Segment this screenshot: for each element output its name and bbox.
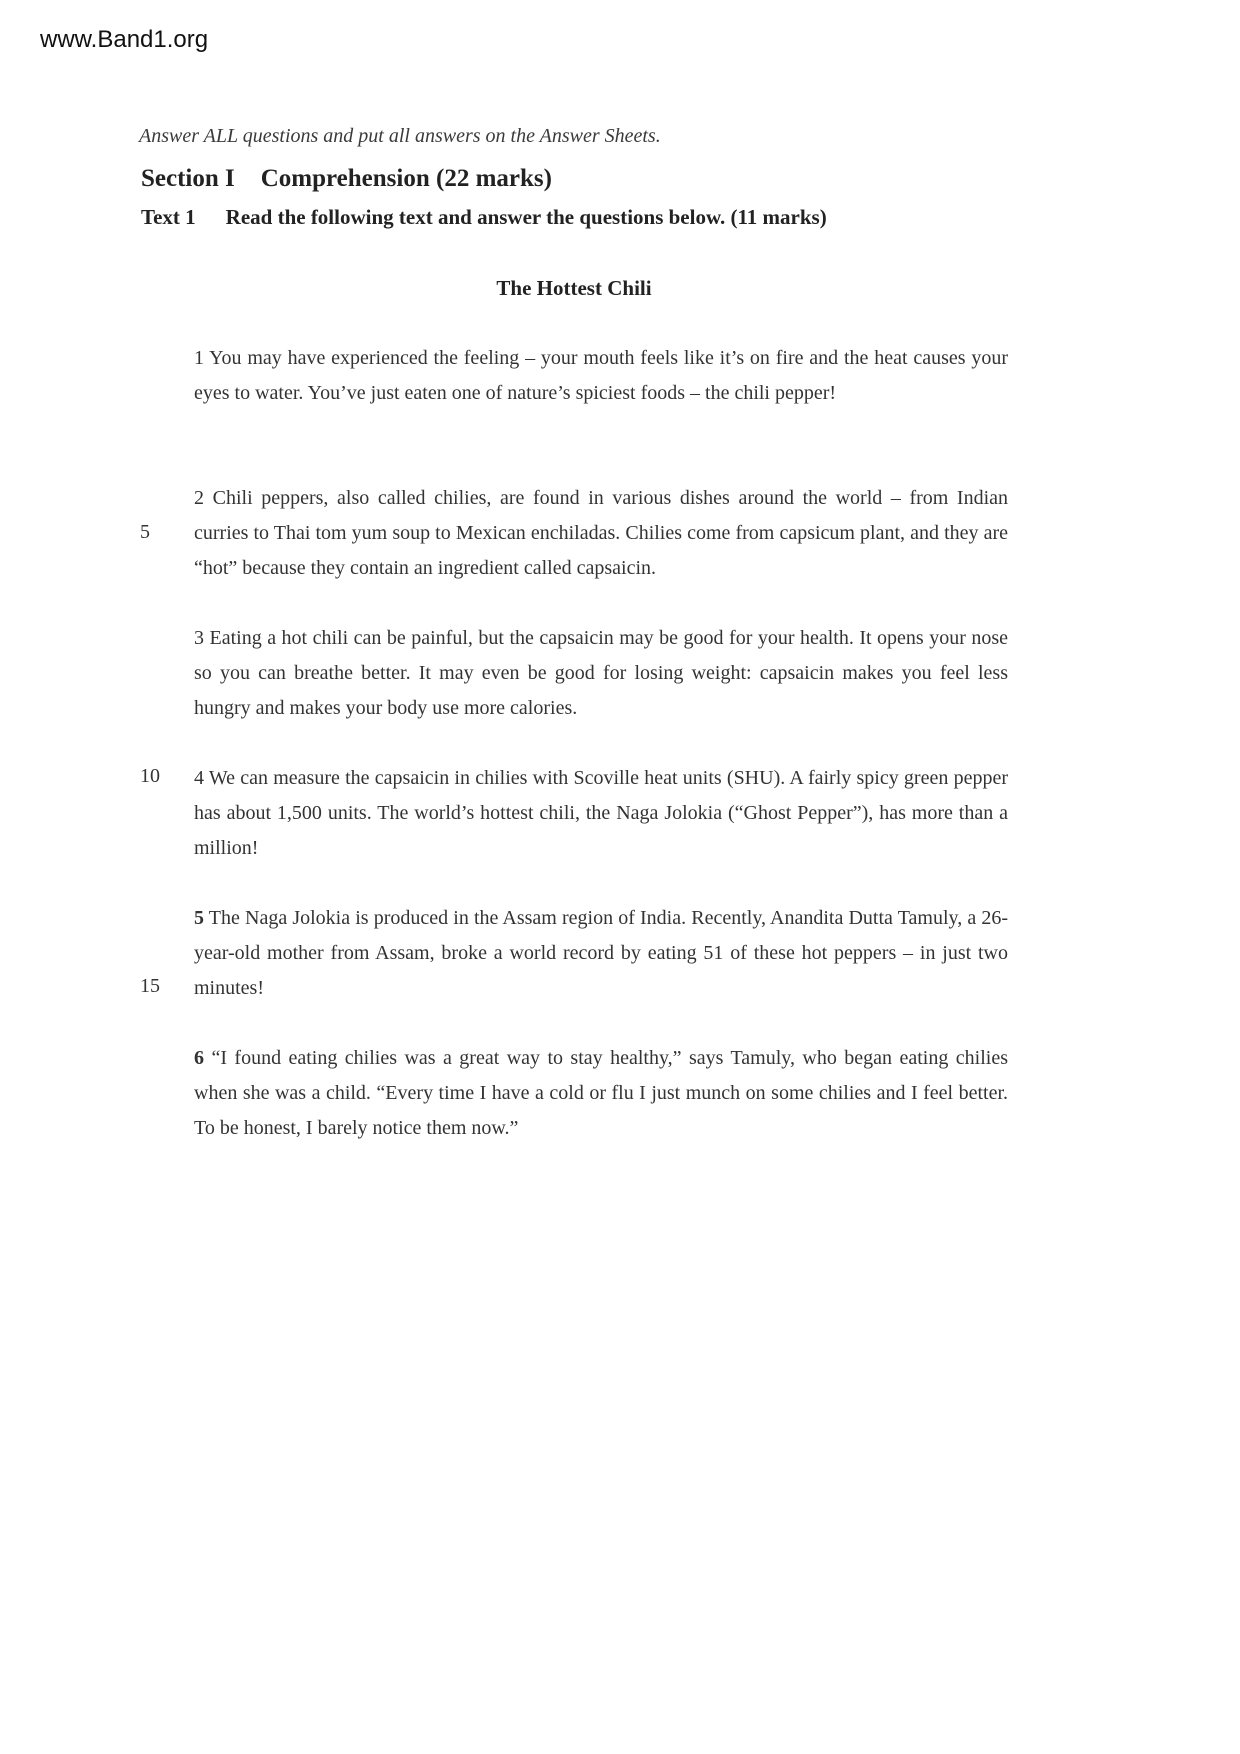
paragraph-number: 3 <box>194 627 204 649</box>
paragraph-text: You may have experienced the feeling – your mouth feels like it’s on fire and the heat causes your eyes to water. You’ve just eaten one of nature’s spiciest foods – the chili pepper! <box>194 347 1008 404</box>
line-number: 5 <box>140 521 150 543</box>
section-label: Section I <box>141 165 235 192</box>
paragraph-2 <box>194 481 1008 586</box>
site-url: www.Band1.org <box>40 26 209 53</box>
text-heading <box>141 205 827 230</box>
section-title: Comprehension (22 marks) <box>260 165 552 192</box>
text-label: Text 1 <box>141 205 196 229</box>
section-heading <box>141 165 552 193</box>
paragraph-number: 4 <box>194 767 204 789</box>
article-title: The Hottest Chili <box>496 276 652 300</box>
paragraph-number: 2 <box>194 487 204 509</box>
paragraph-3 <box>194 621 1008 726</box>
paragraph-text: “I found eating chilies was a great way to stay healthy,” says Tamuly, who began eating chilies when she was a child. “Every time I have a cold or flu I just munch on some chilies and I feel better. To be honest, I barely notice them now.” <box>194 1047 1008 1139</box>
paragraph-text: Eating a hot chili can be painful, but the capsaicin may be good for your health. It opens your nose so you can breathe better. It may even be good for losing weight: capsaicin makes you feel less hungry and makes your body use more calories. <box>194 627 1009 719</box>
paragraph-5 <box>194 901 1008 1006</box>
paragraph-number: 5 <box>194 907 204 929</box>
paragraph-4 <box>194 761 1008 866</box>
line-number: 10 <box>140 765 160 787</box>
paragraph-text: Chili peppers, also called chilies, are found in various dishes around the world – from Indian curries to Thai tom yum soup to Mexican enchiladas. Chilies come from capsicum plant, and they are “hot” because they contain an ingredient called capsaicin. <box>194 487 1009 579</box>
paragraph-text: The Naga Jolokia is produced in the Assam region of India. Recently, Anandita Dutta Tamuly, a 26-year-old mother from Assam, broke a world record by eating 51 of these hot peppers – in just two minutes! <box>194 907 1009 999</box>
paragraph-1 <box>194 341 1008 411</box>
paragraph-6 <box>194 1041 1008 1146</box>
paragraph-text: We can measure the capsaicin in chilies with Scoville heat units (SHU). A fairly spicy green pepper has about 1,500 units. The world’s hottest chili, the Naga Jolokia (“Ghost Pepper”), has more than a million! <box>194 767 1008 859</box>
exam-instruction: Answer ALL questions and put all answers on the Answer Sheets. <box>139 125 661 147</box>
paragraph-number: 1 <box>194 347 204 369</box>
text-instruction: Read the following text and answer the questions below. (11 marks) <box>225 205 827 229</box>
paragraph-number: 6 <box>194 1047 204 1069</box>
line-number: 15 <box>140 975 160 997</box>
